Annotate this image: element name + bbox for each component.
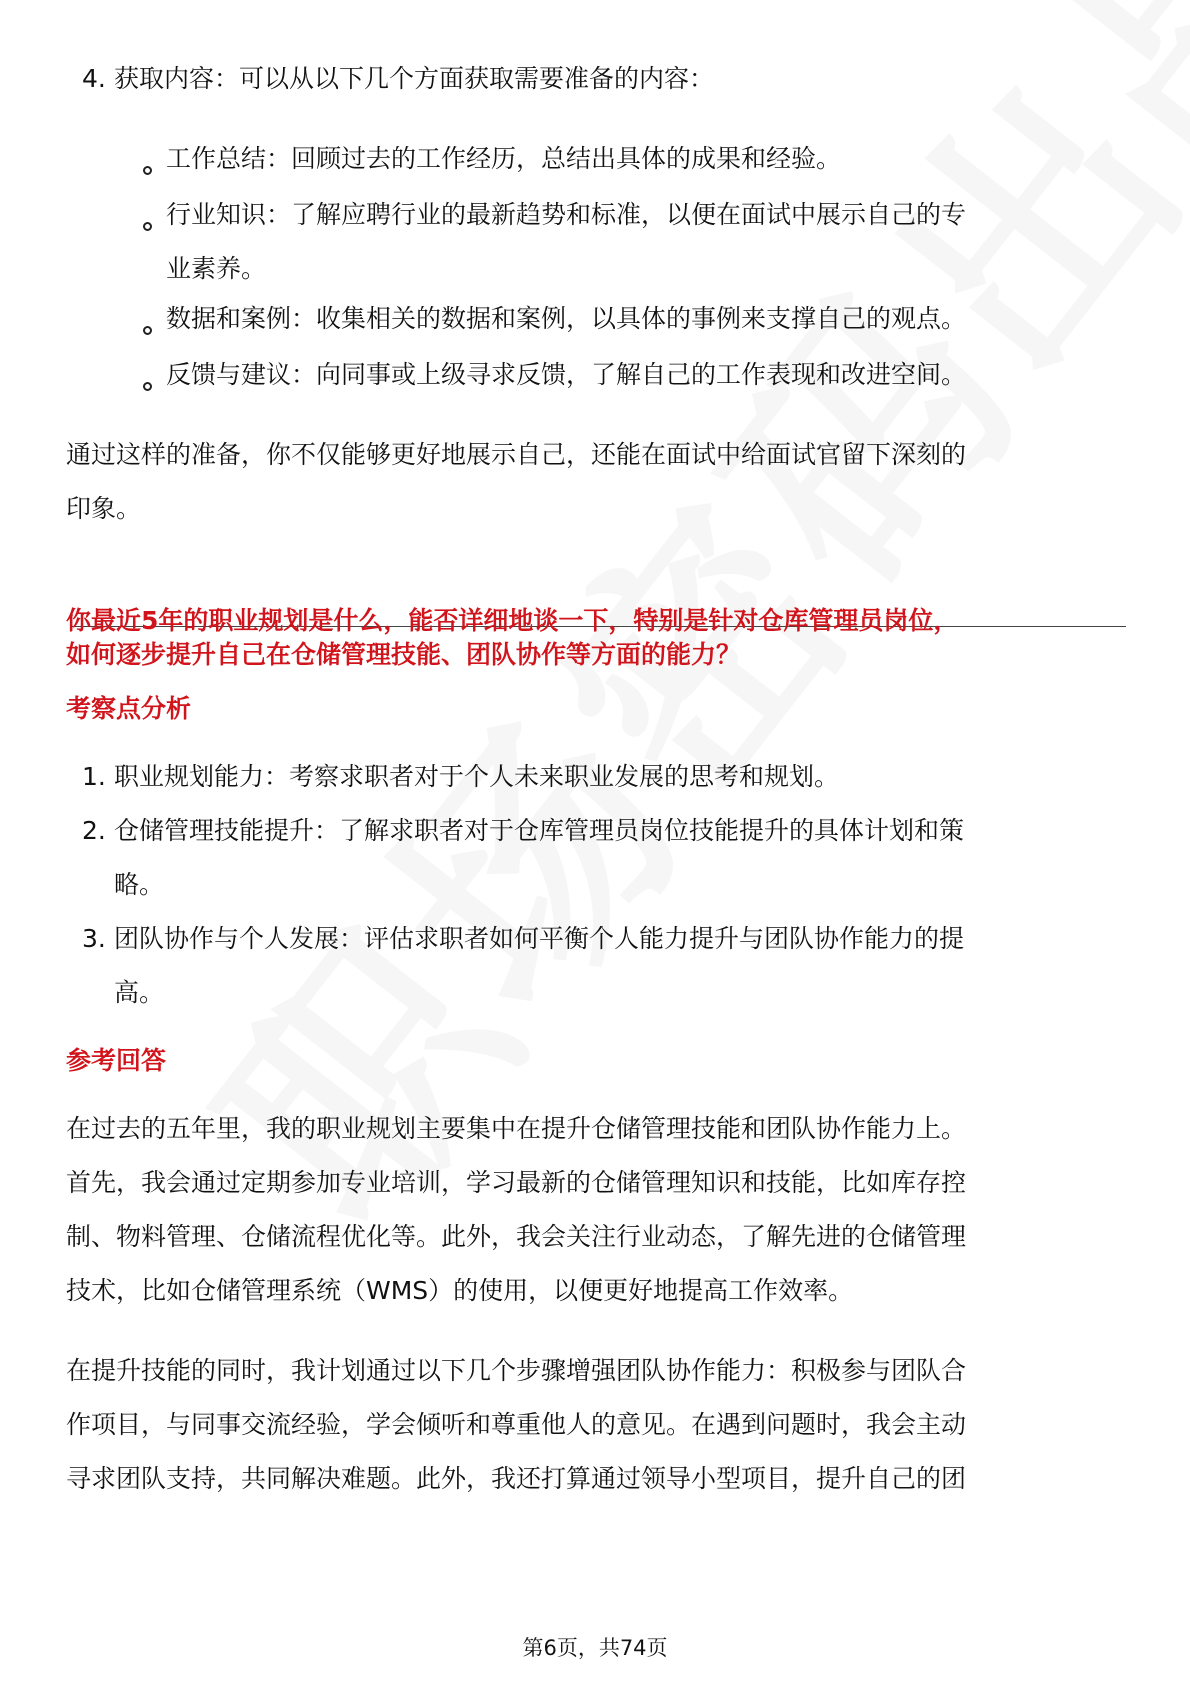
list-item-text: 获取内容：可以从以下几个方面获取需要准备的内容： — [114, 64, 715, 93]
answer-paragraph: 首先，我会通过定期参加专业培训，学习最新的仓储管理知识和技能，比如库存控 — [66, 1168, 967, 1197]
analysis-item: 团队协作与个人发展：评估求职者如何平衡个人能力提升与团队协作能力的提 — [114, 924, 965, 953]
bullet-item-continued: 业素养。 — [166, 254, 267, 283]
answer-paragraph: 技术，比如仓储管理系统（WMS）的使用，以便更好地提高工作效率。 — [66, 1276, 854, 1305]
list-number: 1. — [82, 762, 106, 791]
question-heading-continued: 如何逐步提升自己在仓储管理技能、团队协作等方面的能力？ — [66, 640, 742, 669]
bullet-item: 反馈与建议：向同事或上级寻求反馈，了解自己的工作表现和改进空间。 — [166, 360, 967, 389]
bullet-marker-icon — [143, 326, 152, 335]
answer-paragraph: 寻求团队支持，共同解决难题。此外，我还打算通过领导小型项目，提升自己的团 — [66, 1464, 967, 1493]
answer-paragraph: 作项目，与同事交流经验，学会倾听和尊重他人的意见。在遇到问题时，我会主动 — [66, 1410, 967, 1439]
list-number: 4. — [82, 64, 106, 93]
analysis-item: 仓储管理技能提升：了解求职者对于仓库管理员岗位技能提升的具体计划和策 — [114, 816, 965, 845]
answer-heading: 参考回答 — [66, 1046, 167, 1075]
bullet-marker-icon — [143, 166, 152, 175]
question-heading: 你最近5年的职业规划是什么，能否详细地谈一下，特别是针对仓库管理员岗位， — [66, 606, 959, 635]
bullet-item: 数据和案例：收集相关的数据和案例，以具体的事例来支撑自己的观点。 — [166, 304, 967, 333]
list-number: 3. — [82, 924, 106, 953]
analysis-item-continued: 高。 — [114, 978, 165, 1007]
analysis-item-continued: 略。 — [114, 870, 165, 899]
answer-paragraph: 制、物料管理、仓储流程优化等。此外，我会关注行业动态，了解先进的仓储管理 — [66, 1222, 967, 1251]
list-number: 2. — [82, 816, 106, 845]
answer-paragraph: 在过去的五年里，我的职业规划主要集中在提升仓储管理技能和团队协作能力上。 — [66, 1114, 967, 1143]
bullet-marker-icon — [143, 222, 152, 231]
summary-paragraph-continued: 印象。 — [66, 494, 142, 523]
answer-paragraph: 在提升技能的同时，我计划通过以下几个步骤增强团队协作能力：积极参与团队合 — [66, 1356, 967, 1385]
analysis-item: 职业规划能力：考察求职者对于个人未来职业发展的思考和规划。 — [114, 762, 840, 791]
bullet-item: 工作总结：回顾过去的工作经历，总结出具体的成果和经验。 — [166, 144, 842, 173]
bullet-marker-icon — [143, 382, 152, 391]
page-number-footer: 第6页，共74页 — [522, 1636, 668, 1660]
bullet-item: 行业知识：了解应聘行业的最新趋势和标准，以便在面试中展示自己的专 — [166, 200, 967, 229]
summary-paragraph: 通过这样的准备，你不仅能够更好地展示自己，还能在面试中给面试官留下深刻的 — [66, 440, 967, 469]
analysis-heading: 考察点分析 — [66, 694, 192, 723]
